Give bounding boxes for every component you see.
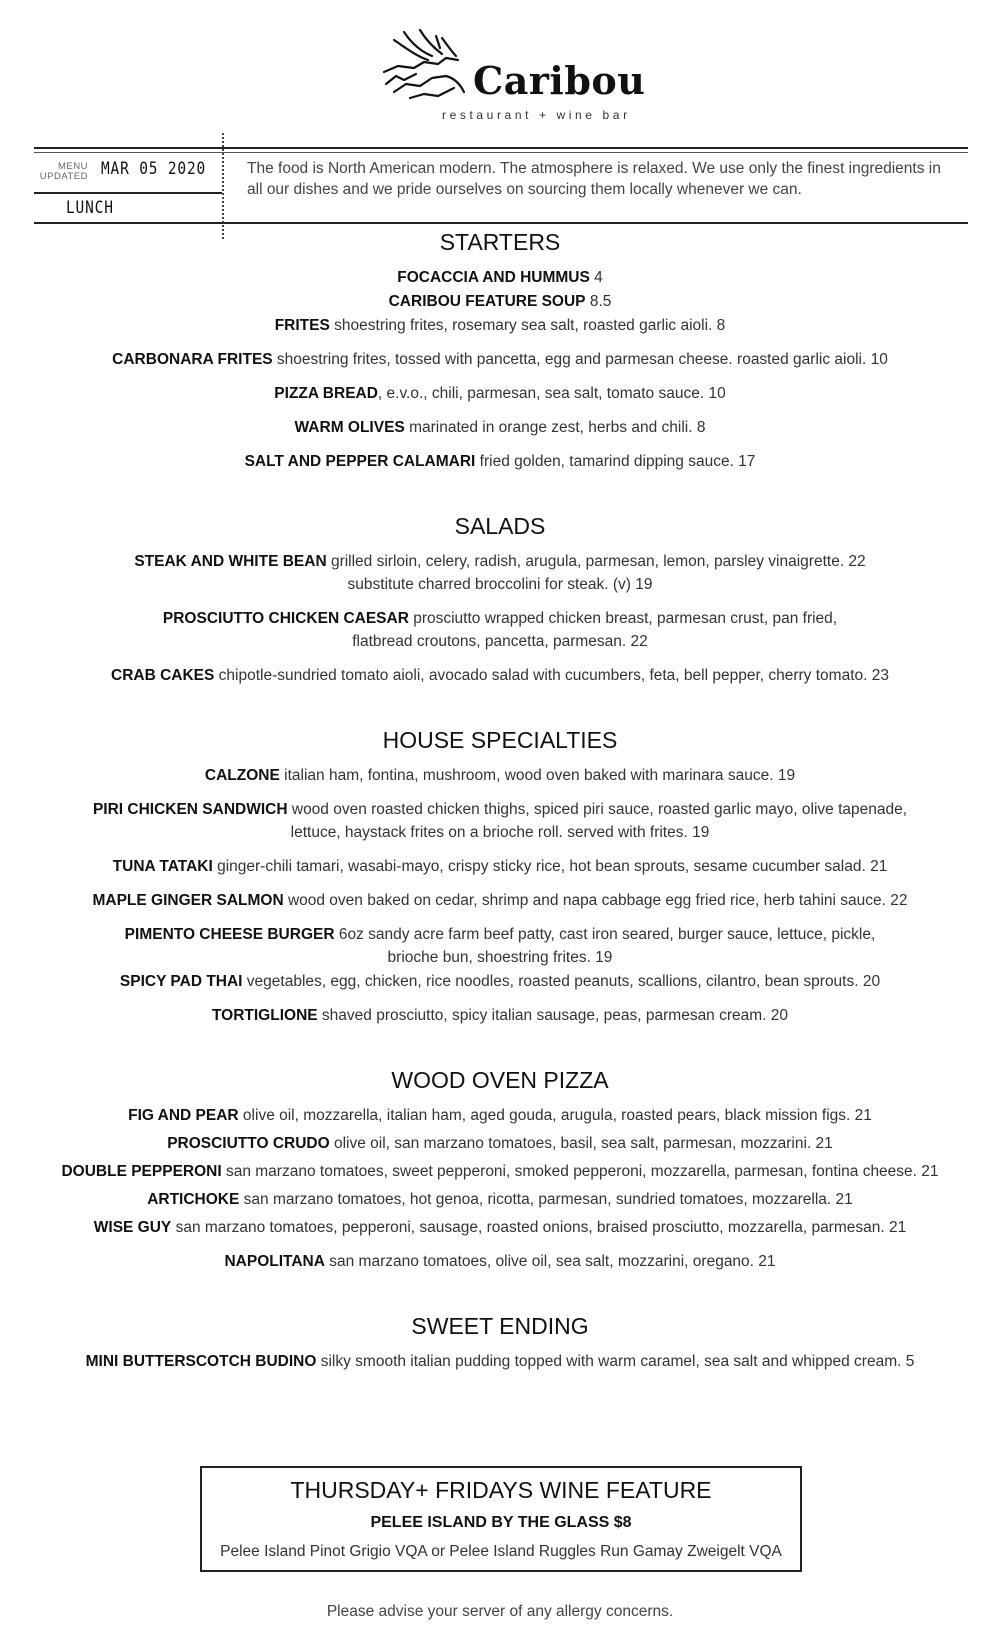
item-desc-line2: lettuce, haystack frites on a brioche roll. served with frites. 19 xyxy=(290,824,710,841)
item-name: PIRI CHICKEN SANDWICH xyxy=(92,801,288,818)
item-name: FOCACCIA AND HUMMUS xyxy=(397,269,590,286)
allergy-note: Please advise your server of any allergy concerns. xyxy=(326,1603,674,1620)
header-rule-bottom xyxy=(34,222,968,224)
item-desc: chipotle-sundried tomato aioli, avocado salad with cucumbers, feta, bell pepper, cherry tomato. 23 xyxy=(214,667,889,684)
item-name: CALZONE xyxy=(204,767,280,784)
item-name: PIMENTO CHEESE BURGER xyxy=(124,926,335,943)
item-desc: italian ham, fontina, mushroom, wood oven baked with marinara sauce. 19 xyxy=(279,767,796,784)
section-title: WOOD OVEN PIZZA xyxy=(391,1067,609,1093)
item-desc: wood oven roasted chicken thighs, spiced piri sauce, roasted garlic mayo, olive tapenade, xyxy=(287,801,908,818)
section-sweet-ending xyxy=(0,1312,1000,1373)
item-name: TORTIGLIONE xyxy=(211,1007,318,1024)
menu-item xyxy=(0,1160,1000,1183)
brand-tagline: restaurant + wine bar xyxy=(442,108,631,122)
menu-item xyxy=(0,798,1000,844)
item-desc: shaved prosciutto, spicy italian sausage, peas, parmesan cream. 20 xyxy=(317,1007,789,1024)
section-title: SALADS xyxy=(454,513,546,539)
item-desc: vegetables, egg, chicken, rice noodles, roasted peanuts, scallions, cilantro, bean sprouts. 20 xyxy=(242,973,881,990)
item-name: WARM OLIVES xyxy=(294,419,405,436)
meal-label: LUNCH xyxy=(66,198,114,218)
menu-item xyxy=(0,314,1000,337)
item-desc: san marzano tomatoes, hot genoa, ricotta, parmesan, sundried tomatoes, mozzarella. 21 xyxy=(239,1191,853,1208)
section-wood-oven-pizza xyxy=(0,1066,1000,1273)
item-name: NAPOLITANA xyxy=(224,1253,325,1270)
section-title: STARTERS xyxy=(439,229,561,255)
menu-item xyxy=(0,855,1000,878)
menu-body xyxy=(0,228,1000,1412)
item-desc-line2: brioche bun, shoestring frites. 19 xyxy=(387,949,613,966)
menu-item xyxy=(0,1132,1000,1155)
header-rule-top xyxy=(34,147,968,149)
menu-item xyxy=(0,266,1000,289)
menu-item xyxy=(0,607,1000,653)
item-name: CARBONARA FRITES xyxy=(112,351,273,368)
item-desc: 8.5 xyxy=(585,293,612,310)
header-dotted-divider xyxy=(222,133,224,239)
menu-item xyxy=(0,1104,1000,1127)
item-desc: san marzano tomatoes, olive oil, sea salt, mozzarini, oregano. 21 xyxy=(324,1253,776,1270)
menu-item xyxy=(0,1350,1000,1373)
item-name: CARIBOU FEATURE SOUP xyxy=(388,293,586,310)
item-desc: san marzano tomatoes, sweet pepperoni, smoked pepperoni, mozzarella, parmesan, fontina cheese. 21 xyxy=(221,1163,939,1180)
menu-item xyxy=(0,290,1000,313)
section-title: SWEET ENDING xyxy=(411,1313,589,1339)
item-desc: 4 xyxy=(589,269,603,286)
item-name: FRITES xyxy=(274,317,330,334)
item-desc: , e.v.o., chili, parmesan, sea salt, tomato sauce. 10 xyxy=(377,385,726,402)
wine-feature-subtitle: PELEE ISLAND BY THE GLASS $8 xyxy=(370,1514,632,1531)
item-desc: marinated in orange zest, herbs and chili. 8 xyxy=(404,419,706,436)
menu-updated-label: MENU UPDATED xyxy=(39,161,88,182)
section-title: HOUSE SPECIALTIES xyxy=(382,727,618,753)
item-desc-line2: substitute charred broccolini for steak. (v) 19 xyxy=(347,576,653,593)
intro-text: The food is North American modern. The atmosphere is relaxed. We use only the finest ingredients in all our dishes and we pride ourselves on sourcing them locally whenever we can. xyxy=(247,160,941,198)
section-house-specialties xyxy=(0,726,1000,1027)
section-starters xyxy=(0,228,1000,473)
item-name: TUNA TATAKI xyxy=(112,858,213,875)
section-salads xyxy=(0,512,1000,687)
menu-item xyxy=(0,382,1000,405)
caribou-logo xyxy=(380,26,646,126)
item-desc: shoestring frites, tossed with pancetta, egg and parmesan cheese. roasted garlic aioli. 10 xyxy=(272,351,888,368)
item-desc: olive oil, san marzano tomatoes, basil, sea salt, parmesan, mozzarini. 21 xyxy=(329,1135,833,1152)
item-name: PROSCIUTTO CHICKEN CAESAR xyxy=(162,610,409,627)
item-name: SALT AND PEPPER CALAMARI xyxy=(244,453,476,470)
item-name: MINI BUTTERSCOTCH BUDINO xyxy=(85,1353,317,1370)
wine-feature-text: Pelee Island Pinot Grigio VQA or Pelee Island Ruggles Run Gamay Zweigelt VQA xyxy=(220,1543,782,1560)
item-desc: shoestring frites, rosemary sea salt, roasted garlic aioli. 8 xyxy=(329,317,726,334)
item-desc: prosciutto wrapped chicken breast, parmesan crust, pan fried, xyxy=(408,610,838,627)
menu-item xyxy=(0,970,1000,993)
item-desc: 6oz sandy acre farm beef patty, cast iron seared, burger sauce, lettuce, pickle, xyxy=(334,926,876,943)
header-rule-top-thin xyxy=(34,152,968,153)
item-name: STEAK AND WHITE BEAN xyxy=(134,553,327,570)
item-desc: silky smooth italian pudding topped with warm caramel, sea salt and whipped cream. 5 xyxy=(316,1353,915,1370)
item-name: PIZZA BREAD xyxy=(274,385,378,402)
menu-item xyxy=(0,889,1000,912)
menu-item xyxy=(0,550,1000,596)
wine-feature-title: THURSDAY+ FRIDAYS WINE FEATURE xyxy=(290,1477,712,1503)
item-desc: ginger-chili tamari, wasabi-mayo, crispy sticky rice, hot bean sprouts, sesame cucumber salad. 21 xyxy=(212,858,888,875)
item-desc: fried golden, tamarind dipping sauce. 17 xyxy=(475,453,756,470)
item-desc-line2: flatbread croutons, pancetta, parmesan. 22 xyxy=(352,633,648,650)
caribou-antler-icon xyxy=(380,26,472,106)
item-name: DOUBLE PEPPERONI xyxy=(61,1163,222,1180)
item-name: WISE GUY xyxy=(93,1219,172,1236)
item-name: FIG AND PEAR xyxy=(128,1107,239,1124)
menu-date: MAR 05 2020 xyxy=(101,159,207,179)
item-desc: grilled sirloin, celery, radish, arugula, parmesan, lemon, parsley vinaigrette. 22 xyxy=(326,553,866,570)
menu-item xyxy=(0,1250,1000,1273)
item-desc: olive oil, mozzarella, italian ham, aged gouda, arugula, roasted pears, black mission figs. 21 xyxy=(238,1107,872,1124)
menu-item xyxy=(0,664,1000,687)
brand-name: Caribou xyxy=(473,58,646,103)
item-name: SPICY PAD THAI xyxy=(119,973,243,990)
item-name: PROSCIUTTO CRUDO xyxy=(167,1135,330,1152)
item-desc: san marzano tomatoes, pepperoni, sausage, roasted onions, braised prosciutto, mozzarella, parmesan. 21 xyxy=(171,1219,907,1236)
menu-item xyxy=(0,1004,1000,1027)
item-desc: wood oven baked on cedar, shrimp and napa cabbage egg fried rice, herb tahini sauce. 22 xyxy=(283,892,908,909)
meal-underline xyxy=(34,192,222,194)
menu-item xyxy=(0,923,1000,969)
menu-item xyxy=(0,764,1000,787)
item-name: CRAB CAKES xyxy=(111,667,215,684)
item-name: ARTICHOKE xyxy=(147,1191,240,1208)
menu-item xyxy=(0,348,1000,371)
menu-item xyxy=(0,1216,1000,1239)
menu-item xyxy=(0,1188,1000,1211)
menu-item xyxy=(0,416,1000,439)
menu-item xyxy=(0,450,1000,473)
item-name: MAPLE GINGER SALMON xyxy=(92,892,284,909)
wine-feature-box xyxy=(200,1466,802,1572)
